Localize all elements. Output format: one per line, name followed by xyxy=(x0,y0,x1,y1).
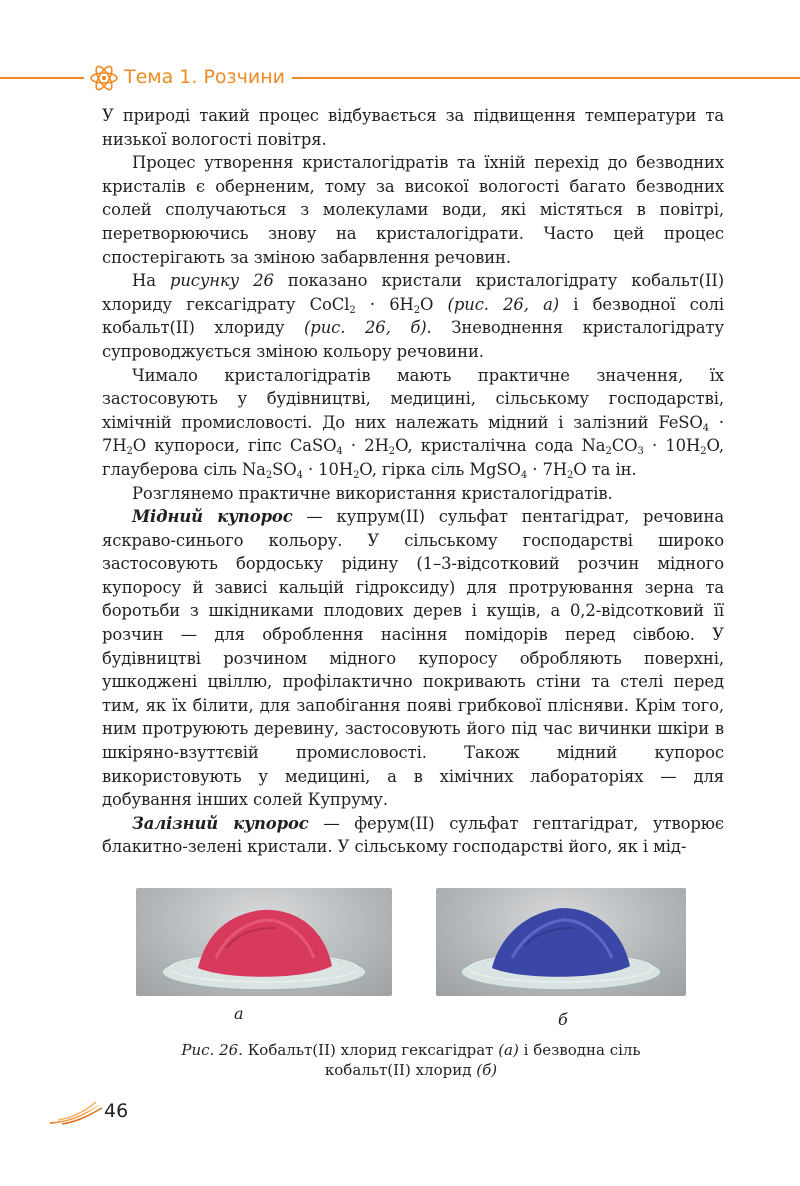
paragraph-1: У природі такий процес відбувається за підвищення температури та низької вологості повітря. xyxy=(102,106,724,149)
paragraph-4: Чимало кристалогідратів мають практичне значення, їх застосовують у будівництві, медицині, сільському господарстві, хімічній промисловості. До них належать мідний і залізний FeSO$_4$ · $7H_2O$ купороси, гіпс CaSO$_4$ · $2H_2O$, кристалічна сода $Na_2CO_3 \cdot 10H_2O$, глауберова сіль $Na_2SO_4 \cdot 10H_2O$, гірка сіль MgSO$_4$ · $7H_2O$ та ін. xyxy=(102,365,724,481)
formula-feso4: FeSO$_4$ · $7H_2O$ xyxy=(102,412,724,458)
formula-na2so4: $Na_2SO_4 \cdot 10H_2O$ xyxy=(241,459,372,481)
page-header xyxy=(0,60,800,94)
caption-line-2: кобальт(ІІ) хлорид (б) xyxy=(324,1061,498,1079)
swoosh-icon xyxy=(48,1100,104,1126)
figure-reference: рисунку 26 xyxy=(169,271,274,291)
body-text xyxy=(102,104,724,859)
header-rule-right xyxy=(292,77,800,79)
paragraph-3: На рисунку 26 показано кристали кристалогідрату кобальт(ІІ) хлориду гексагідрату CoCl$_2$ · $6H_2O$ (рис. 26, а) і безводної солі кобальт(ІІ) хлориду (рис. 26, б). Зневоднення кристалогідрату супроводжується зміною кольору речовини. xyxy=(102,271,724,361)
header-rule-left xyxy=(0,77,84,79)
formula-na2co3: $Na_2CO_3 \cdot 10H_2O$ xyxy=(581,436,719,458)
term-iron-vitriol: Залізний купорос xyxy=(132,813,309,833)
paragraph-6: Мідний купорос — купрум(ІІ) сульфат пентагідрат, речовина яскраво-синього кольору. У сільському господарстві широко застосовують бордоську рідину (1–3-відсотковий розчин мідного купоросу й зависі кальцій гідроксиду) для протруювання зерна та боротьби з шкідниками плодових дерев і кущів, а 0,2-відсотковий її розчин — для оброблення насіння помідорів перед сівбою. У будівництві розчином мідного купоросу обробляють поверхні, ушкоджені цвіллю, профілактично покривають стіни та стелі перед тим, як їх білити, для запобігання появі грибкової плісняви. Крім того, ним протруюють деревину, застосовують його під час вичинки шкіри в шкіряно-взуттєвій промисловості. Також мідний купорос використовують у медицині, а в хімічних лабораторіях — для добування інших солей Купруму. xyxy=(102,507,724,810)
formula-mgso4: MgSO$_4$ · $7H_2O$ xyxy=(469,459,587,481)
formula-cocl2: CoCl$_2$ · $6H_2O$ xyxy=(309,294,434,316)
figure-photo-b xyxy=(436,888,686,996)
paragraph-7: Залізний купорос — ферум(ІІ) сульфат гептагідрат, утворює блакитно-зелені кристали. У сільському господарстві його, як і мід- xyxy=(102,813,724,857)
figure-caption xyxy=(136,1040,686,1080)
figure-label-b: б xyxy=(558,1010,568,1029)
header-title: Тема 1. Розчини xyxy=(124,66,286,88)
figure-photo-a xyxy=(136,888,392,996)
paragraph-2: Процес утворення кристалогідратів та їхній перехід до безводних кристалів є оберненим, тому за високої вологості багато безводних солей сполучаються з молекулами води, які містяться в повітрі, перетворюючись знову на кристалогідрати. Часто цей процес спостерігають за зміною забарвлення речовин. xyxy=(102,153,724,267)
paragraph-5: Розглянемо практичне використання кристалогідратів. xyxy=(132,483,613,503)
blue-crystals-dish-image xyxy=(436,888,686,996)
formula-caso4: CaSO$_4$ · $2H_2O$ xyxy=(289,436,408,458)
atom-icon xyxy=(88,62,120,94)
pink-crystals-dish-image xyxy=(136,888,392,996)
page-number: 46 xyxy=(104,1100,129,1122)
caption-line-1: Рис. 26. Кобальт(ІІ) хлорид гексагідрат (а) і безводна сіль xyxy=(181,1041,641,1059)
term-copper-vitriol: Мідний купорос xyxy=(132,507,293,527)
figure-label-a: а xyxy=(234,1004,244,1023)
